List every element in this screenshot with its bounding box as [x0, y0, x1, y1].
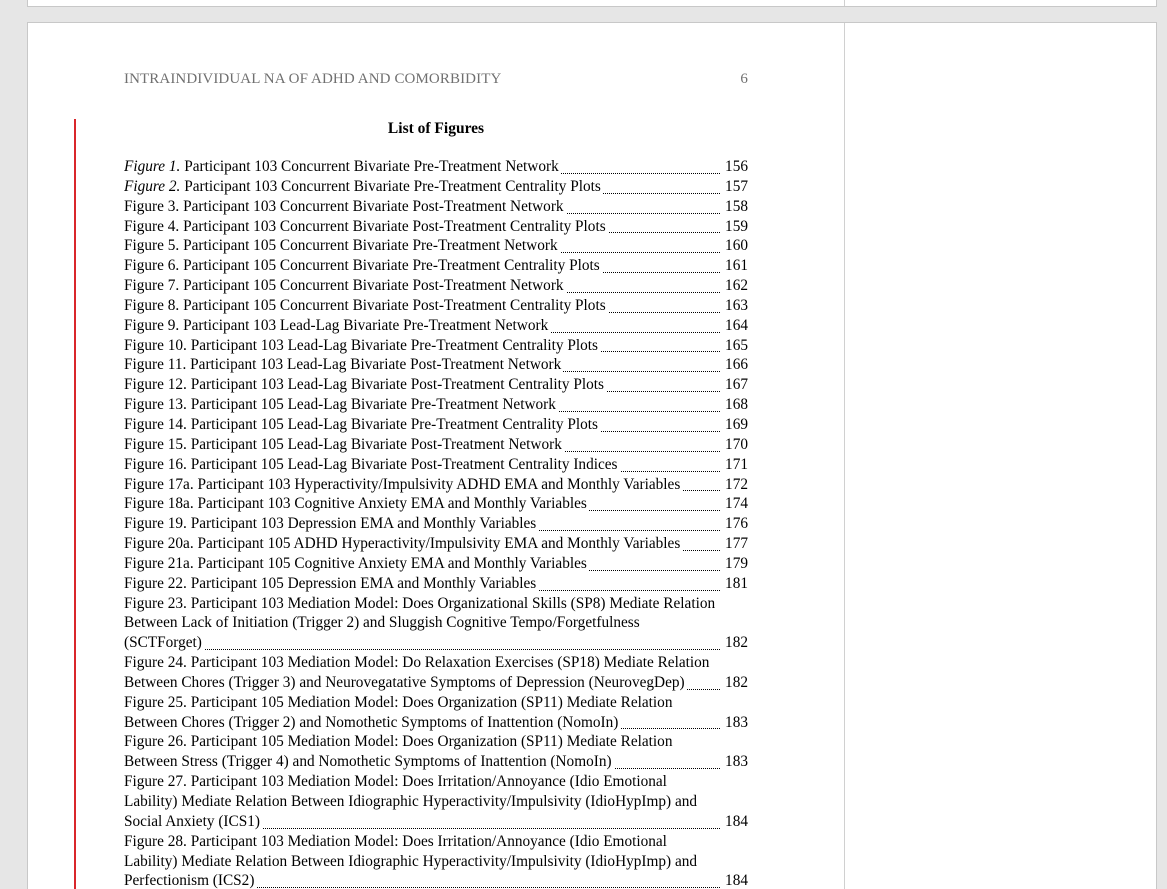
figure-label: Figure 18a. — [124, 495, 194, 513]
toc-entry-text — [124, 276, 566, 296]
toc-entry[interactable] — [124, 157, 748, 177]
toc-entry[interactable] — [124, 217, 748, 237]
figure-caption: Participant 103 Concurrent Bivariate Post-Treatment Centrality Plots — [179, 217, 606, 235]
figure-caption: Participant 103 Cognitive Anxiety EMA and Monthly Variables — [193, 495, 587, 513]
toc-page-number: 169 — [722, 415, 748, 435]
toc-entry-line: Perfectionism (ICS2) — [124, 872, 255, 889]
figure-label: Figure 20a. — [124, 535, 194, 553]
list-of-figures-title: List of Figures — [387, 120, 485, 137]
toc-entry-line: Between Stress (Trigger 4) and Nomothetic Symptoms of Inattention (NomoIn) — [124, 753, 612, 771]
toc-entry[interactable] — [124, 475, 748, 495]
toc-entry[interactable] — [124, 494, 748, 514]
figure-caption: Participant 103 Concurrent Bivariate Pre-Treatment Centrality Plots — [180, 177, 601, 195]
figure-caption: Participant 103 Lead-Lag Bivariate Post-Treatment Network — [186, 356, 562, 374]
toc-entry-line: Figure 25. Participant 105 Mediation Model: Does Organization (SP11) Mediate Relation — [124, 693, 673, 711]
figure-caption: Participant 103 Lead-Lag Bivariate Pre-Treatment Network — [179, 316, 549, 334]
toc-page-number: 158 — [722, 197, 748, 217]
toc-entry-last-line — [124, 713, 748, 733]
figure-label: Figure 10. — [124, 336, 187, 354]
toc-entry-text — [124, 435, 564, 455]
toc-page-number: 179 — [722, 554, 748, 574]
toc-entry-line: Between Chores (Trigger 3) and Neurovegatative Symptoms of Depression (NeurovegDep) — [124, 673, 685, 691]
toc-entry[interactable] — [124, 336, 748, 356]
toc-page-number: 174 — [722, 494, 748, 514]
figure-label: Figure 21a. — [124, 554, 194, 572]
figure-label: Figure 17a. — [124, 475, 194, 493]
toc-entry-line: Figure 28. Participant 103 Mediation Model: Does Irritation/Annoyance (Idio Emotional — [124, 832, 667, 850]
toc-entry-text — [124, 217, 608, 237]
figure-caption: Participant 103 Concurrent Bivariate Pre-Treatment Network — [180, 158, 559, 175]
toc-entry-text — [124, 494, 589, 514]
figure-caption: Participant 105 Lead-Lag Bivariate Post-Treatment Network — [186, 435, 562, 453]
toc-entry[interactable] — [124, 732, 748, 772]
figure-label: Figure 3. — [124, 197, 180, 215]
figure-label: Figure 11. — [124, 356, 187, 374]
toc-entry-text — [124, 832, 748, 889]
toc-entry-text — [124, 316, 550, 336]
toc-entry-text — [124, 395, 558, 415]
toc-page-number: 160 — [722, 236, 748, 256]
toc-entry[interactable] — [124, 455, 748, 475]
toc-entry-line: Between Chores (Trigger 2) and Nomothetic Symptoms of Inattention (NomoIn) — [124, 713, 619, 731]
figure-caption: Participant 103 Hyperactivity/Impulsivity ADHD EMA and Monthly Variables — [193, 475, 681, 493]
running-head — [124, 71, 748, 88]
toc-entry-text — [124, 236, 560, 256]
track-changes-bar — [74, 119, 76, 889]
toc-entry[interactable] — [124, 395, 748, 415]
toc-page-number: 166 — [722, 355, 748, 375]
figure-label: Figure 6. — [124, 257, 180, 275]
toc-entry-text — [124, 415, 600, 435]
running-head-title: INTRAINDIVIDUAL NA OF ADHD AND COMORBIDITY — [124, 71, 502, 87]
figure-label: Figure 9. — [124, 316, 180, 334]
toc-page-number: 172 — [722, 475, 748, 495]
toc-entry-last-line — [124, 871, 748, 889]
toc-entry-line: Lability) Mediate Relation Between Idiographic Hyperactivity/Impulsivity (IdioHypImp) and — [124, 793, 698, 810]
toc-entry-line: (SCTForget) — [124, 634, 202, 652]
figure-label: Figure 14. — [124, 415, 187, 433]
figure-caption: Participant 105 Lead-Lag Bivariate Pre-Treatment Centrality Plots — [186, 415, 598, 433]
toc-entry[interactable] — [124, 177, 748, 197]
toc-entry[interactable] — [124, 355, 748, 375]
toc-page-number: 170 — [722, 435, 748, 455]
toc-entry-line: Between Lack of Initiation (Trigger 2) and Sluggish Cognitive Tempo/Forgetfulness — [124, 614, 640, 632]
toc-page-number: 183 — [722, 713, 748, 733]
toc-entry-text — [124, 475, 682, 495]
toc-entry-text — [124, 653, 748, 693]
toc-entry-line: Figure 23. Participant 103 Mediation Model: Does Organizational Skills (SP8) Mediate Relation — [124, 594, 716, 612]
toc-page-number: 182 — [722, 633, 748, 653]
toc-page-number: 176 — [722, 514, 748, 534]
toc-entry[interactable] — [124, 772, 748, 832]
figure-label: Figure 4. — [124, 217, 180, 235]
toc-entry[interactable] — [124, 574, 748, 594]
toc-entry-text — [124, 256, 602, 276]
figure-caption: Participant 105 Cognitive Anxiety EMA and Monthly Variables — [193, 554, 587, 572]
toc-entry[interactable] — [124, 435, 748, 455]
toc-entry-line: Figure 27. Participant 103 Mediation Model: Does Irritation/Annoyance (Idio Emotional — [124, 773, 667, 791]
figure-caption: Participant 103 Depression EMA and Monthly Variables — [186, 515, 537, 533]
toc-entry[interactable] — [124, 296, 748, 316]
toc-entry-text — [124, 177, 603, 197]
dot-leader — [124, 649, 720, 650]
figure-label: Figure 2. — [124, 177, 181, 195]
toc-entry[interactable] — [124, 594, 748, 654]
toc-page-number: 163 — [722, 296, 748, 316]
figure-caption: Participant 105 Concurrent Bivariate Pre-Treatment Network — [179, 237, 558, 255]
figure-caption: Participant 105 Concurrent Bivariate Post-Treatment Network — [179, 277, 564, 295]
figure-label: Figure 8. — [124, 296, 180, 314]
toc-entry-text — [124, 375, 606, 395]
toc-entry[interactable] — [124, 197, 748, 217]
toc-page-number: 181 — [722, 574, 748, 594]
toc-entry-text — [124, 693, 748, 733]
toc-entry[interactable] — [124, 236, 748, 256]
toc-entry[interactable] — [124, 316, 748, 336]
toc-entry-text — [124, 534, 682, 554]
toc-entry[interactable] — [124, 832, 748, 889]
toc-entry-text — [124, 732, 748, 772]
toc-page-number: 171 — [722, 455, 748, 475]
toc-entry-last-line — [124, 673, 748, 693]
toc-page-number: 162 — [722, 276, 748, 296]
figure-caption: Participant 105 Lead-Lag Bivariate Pre-Treatment Network — [186, 396, 556, 414]
toc-page-number: 184 — [722, 812, 748, 832]
toc-entry-text — [124, 455, 620, 475]
toc-entry-text — [124, 594, 748, 654]
figure-label: Figure 22. — [124, 574, 187, 592]
toc-entry-last-line — [124, 812, 748, 832]
toc-entry-line: Figure 26. Participant 105 Mediation Model: Does Organization (SP11) Mediate Relation — [124, 733, 673, 751]
toc-entry-text — [124, 336, 600, 356]
toc-entry-line: Lability) Mediate Relation Between Idiographic Hyperactivity/Impulsivity (IdioHypImp) and — [124, 852, 698, 870]
figure-label: Figure 16. — [124, 455, 187, 473]
toc-entry[interactable] — [124, 415, 748, 435]
running-head-page-number: 6 — [740, 71, 748, 87]
figure-caption: Participant 103 Lead-Lag Bivariate Post-Treatment Centrality Plots — [186, 376, 604, 394]
figure-caption: Participant 105 ADHD Hyperactivity/Impulsivity EMA and Monthly Variables — [193, 535, 681, 553]
toc-page-number: 182 — [722, 673, 748, 693]
toc-entry-line: Figure 24. Participant 103 Mediation Model: Do Relaxation Exercises (SP18) Mediate Relation — [124, 654, 710, 672]
list-of-figures — [124, 157, 748, 889]
toc-entry[interactable] — [124, 653, 748, 693]
toc-entry[interactable] — [124, 554, 748, 574]
toc-entry-text — [124, 157, 561, 177]
figure-caption: Participant 105 Concurrent Bivariate Pre-Treatment Centrality Plots — [179, 257, 600, 275]
page-margin-divider — [844, 0, 845, 6]
toc-entry-text — [124, 355, 563, 375]
toc-page-number: 168 — [722, 395, 748, 415]
toc-entry-text — [124, 296, 608, 316]
figure-label: Figure 12. — [124, 376, 187, 394]
figure-caption: Participant 103 Concurrent Bivariate Post-Treatment Network — [179, 197, 564, 215]
figure-label: Figure 15. — [124, 435, 187, 453]
figure-label: Figure 7. — [124, 277, 180, 295]
toc-entry[interactable] — [124, 693, 748, 733]
toc-entry[interactable] — [124, 276, 748, 296]
toc-entry[interactable] — [124, 534, 748, 554]
toc-entry[interactable] — [124, 514, 748, 534]
figure-caption: Participant 105 Depression EMA and Monthly Variables — [186, 574, 537, 592]
toc-page-number: 183 — [722, 752, 748, 772]
figure-label: Figure 19. — [124, 515, 187, 533]
toc-entry-last-line — [124, 752, 748, 772]
toc-entry[interactable] — [124, 375, 748, 395]
toc-entry-text — [124, 197, 566, 217]
toc-entry[interactable] — [124, 256, 748, 276]
figure-label: Figure 13. — [124, 396, 187, 414]
page-margin-divider — [844, 23, 845, 889]
toc-page-number: 156 — [722, 157, 748, 177]
figure-caption: Participant 105 Concurrent Bivariate Post-Treatment Centrality Plots — [179, 296, 606, 314]
toc-entry-text — [124, 554, 589, 574]
toc-page-number: 161 — [722, 256, 748, 276]
toc-page-number: 165 — [722, 336, 748, 356]
figure-caption: Participant 103 Lead-Lag Bivariate Pre-Treatment Centrality Plots — [186, 336, 598, 354]
toc-page-number: 177 — [722, 534, 748, 554]
toc-page-number: 184 — [722, 871, 748, 889]
toc-page-number: 164 — [722, 316, 748, 336]
figure-label: Figure 5. — [124, 237, 180, 255]
document-page[interactable] — [27, 22, 1157, 889]
toc-entry-text — [124, 772, 748, 832]
toc-page-number: 157 — [722, 177, 748, 197]
toc-entry-line: Social Anxiety (ICS1) — [124, 812, 260, 830]
toc-page-number: 167 — [722, 375, 748, 395]
previous-page-edge — [27, 0, 1157, 7]
figure-caption: Participant 105 Lead-Lag Bivariate Post-Treatment Centrality Indices — [186, 455, 618, 473]
toc-entry-last-line — [124, 633, 748, 653]
toc-page-number: 159 — [722, 217, 748, 237]
toc-entry-text — [124, 574, 538, 594]
figure-label: Figure 1. — [124, 158, 181, 175]
toc-entry-text — [124, 514, 538, 534]
